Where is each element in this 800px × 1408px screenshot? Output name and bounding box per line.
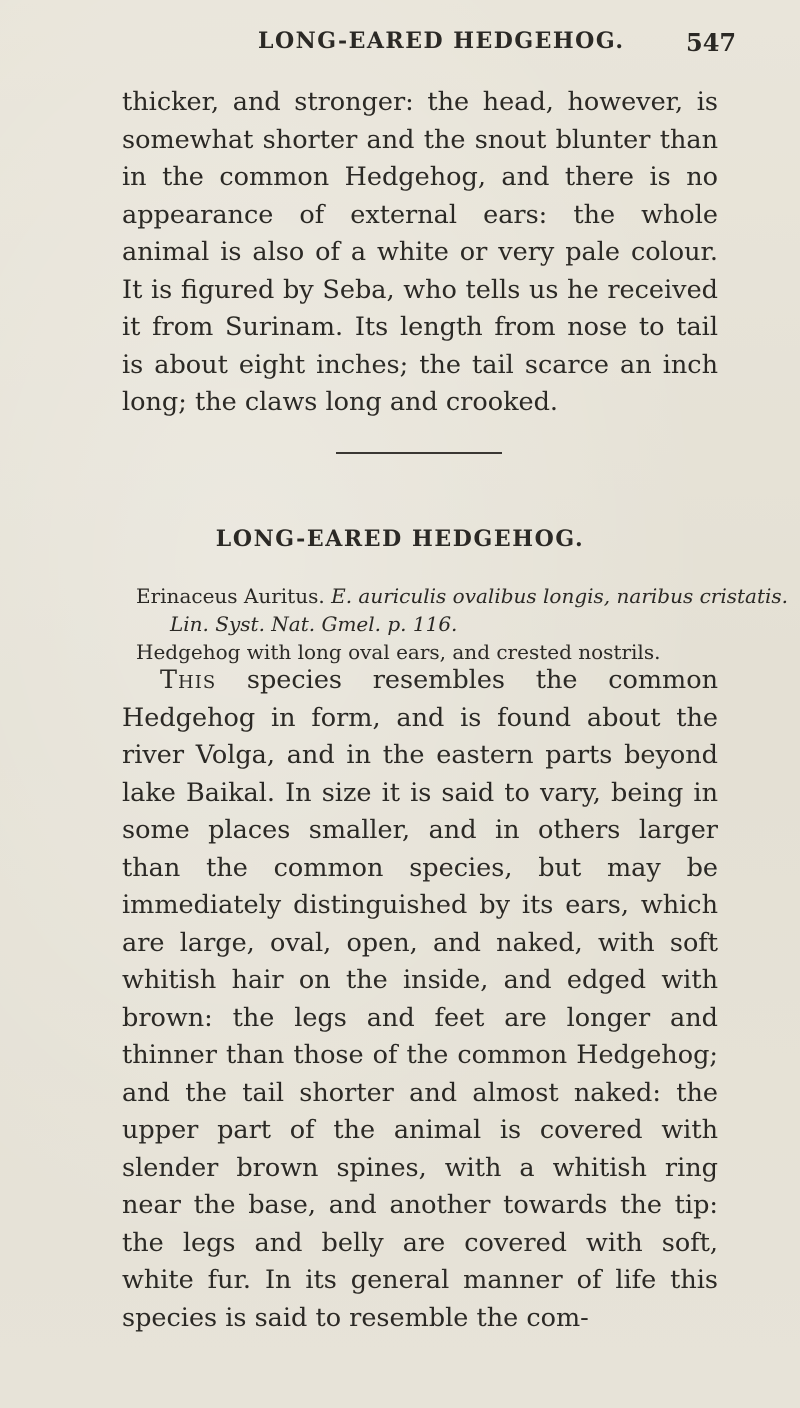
common-description: Hedgehog with long oval ears, and crested nostrils. (136, 640, 661, 664)
literature-reference: Lin. Syst. Nat. Gmel. p. 116. (170, 612, 458, 636)
paragraph-lead-word: This (160, 665, 217, 695)
page-number: 547 (686, 28, 737, 57)
paragraph-text (122, 662, 718, 1337)
synonymy-block (122, 582, 789, 666)
section-heading: LONG-EARED HEDGEHOG. (215, 526, 585, 552)
species-description (122, 662, 718, 1337)
synonymy-line (122, 610, 722, 638)
latin-diagnosis: E. auriculis ovalibus longis, naribus cristatis. (331, 584, 789, 608)
synonymy-line (122, 582, 789, 610)
continued-paragraph (122, 84, 718, 422)
running-head-title: LONG-EARED HEDGEHOG. (258, 28, 625, 54)
paragraph-body: species resembles the common Hedgehog in form, and is found about the river Volga, and in the eastern parts beyond lake Baikal. In size it is said to vary, being in some places smaller, and in others larger than the common species, but may be immediately distinguished by its ears, which are large, oval, open, and naked, with soft whitish hair on the inside, and edged with brown: the legs and feet are longer and thinner than those of the common Hedgehog; and the tail shorter and almost naked: the upper part of the animal is covered with slender brown spines, with a whitish ring near the base, and another towards the tip: the legs and belly are covered with soft, white fur. In its general manner of life this species is said to resemble the com- (122, 665, 718, 1333)
running-head (0, 28, 800, 64)
section-divider-rule (336, 452, 502, 454)
paragraph-text: thicker, and stronger: the head, however, is somewhat shorter and the snout blunter than in the common Hedgehog, and there is no appearance of external ears: the whole animal is also of a white or very pale colour. It is figured by Seba, who tells us he received it from Surinam. Its length from nose to tail is about eight inches; the tail scarce an inch long; the claws long and crooked. (122, 87, 718, 417)
genus-species-name: Erinaceus Auritus. (136, 584, 325, 608)
